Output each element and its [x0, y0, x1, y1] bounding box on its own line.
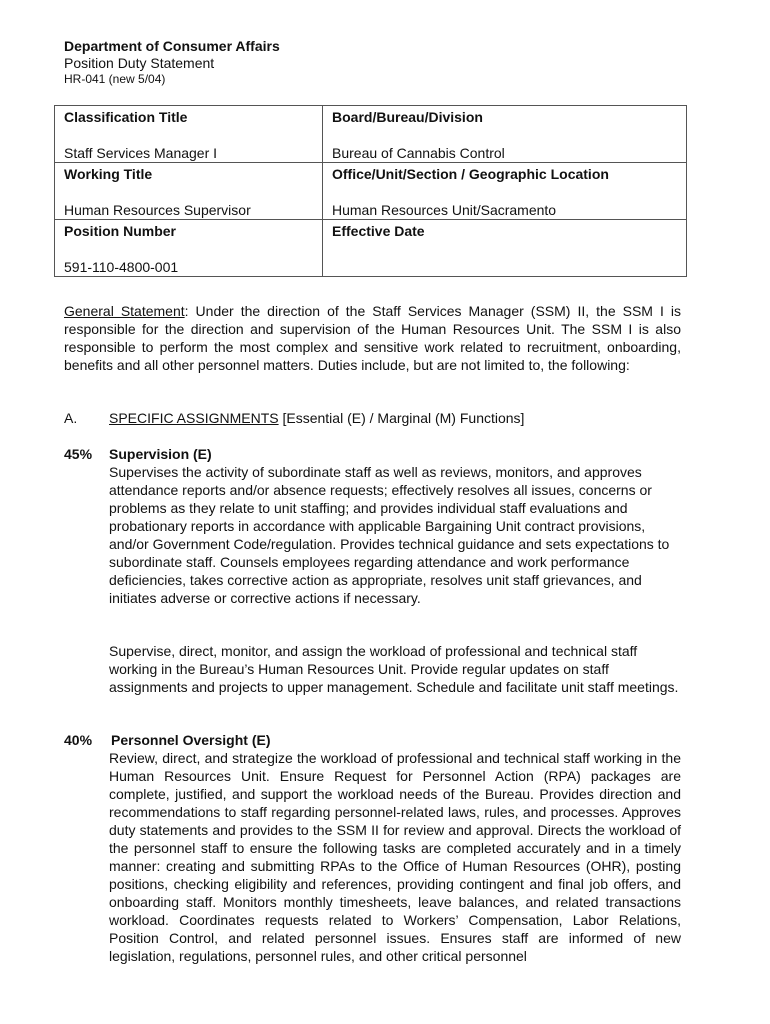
effective-date-cell — [323, 220, 687, 277]
office-label: Office/Unit/Section / Geographic Location — [332, 166, 609, 182]
section-title: SPECIFIC ASSIGNMENTS — [109, 410, 279, 426]
section-letter: A. — [64, 410, 78, 426]
position-number-cell — [55, 220, 323, 277]
section-heading — [109, 409, 524, 427]
board-value: Bureau of Cannabis Control — [332, 145, 505, 161]
effective-date-label: Effective Date — [332, 223, 425, 239]
document-title: Position Duty Statement — [64, 55, 215, 71]
department-name: Department of Consumer Affairs — [64, 38, 280, 54]
document-header — [64, 38, 280, 87]
board-cell — [323, 106, 687, 163]
classification-value: Staff Services Manager I — [64, 145, 218, 161]
duty-title: Personnel Oversight (E) — [111, 732, 271, 748]
duty-paragraph: Review, direct, and strategize the workload of professional and technical staff working in the Human Resources Unit. Ensure Request for Personnel Action (RPA) packages are complete, justified, and support the workload needs of the Bureau. Provides direction and recommendations to staff regarding personnel-related laws, rules, and processes. Approves duty statements and provides to the SSM II for review and approval. Directs the workload of the personnel staff to ensure the following tasks are completed accurately and in a timely manner: creating and submitting RPAs to the Office of Human Resources (OHR), posting positions, checking eligibility and references, providing contingent and final job offers, and onboarding staff. Monitors monthly timesheets, leave balances, and related transactions workload. Coordinates requests related to Workers’ Compensation, Labor Relations, Position Control, and related personnel issues. Ensures staff are informed of new legislation, regulations, personnel rules, and other critical personnel — [109, 750, 681, 964]
duty-title: Supervision (E) — [109, 446, 212, 462]
duty-percent: 45% — [64, 446, 93, 462]
classification-label: Classification Title — [64, 109, 188, 125]
general-statement-label: General Statement — [64, 303, 185, 319]
office-cell — [323, 163, 687, 220]
working-title-label: Working Title — [64, 166, 153, 182]
working-title-cell — [55, 163, 323, 220]
form-id: HR-041 (new 5/04) — [64, 72, 166, 86]
duty-paragraph: Supervise, direct, monitor, and assign the workload of professional and technical staff working in the Bureau’s Human Resources Unit. Provide regular updates on staff assignments and projects to upper management. Schedule and facilitate unit staff meetings. — [109, 643, 679, 695]
section-suffix: [Essential (E) / Marginal (M) Functions] — [278, 410, 525, 426]
position-info-table — [54, 105, 687, 277]
general-statement — [64, 302, 681, 374]
working-title-value: Human Resources Supervisor — [64, 202, 251, 218]
classification-cell — [55, 106, 323, 163]
duty-paragraph: Supervises the activity of subordinate staff as well as reviews, monitors, and approves attendance reports and/or absence requests; effectively resolves all issues, concerns or problems as they relate to unit staffing; and provides individual staff evaluations and probationary reports in accordance with applicable Bargaining Unit contract provisions, and/or Government Code/regulation. Provides technical guidance and sets expectations to subordinate staff. Counsels employees regarding attendance and work performance deficiencies, takes corrective action as appropriate, resolves unit staff grievances, and initiates adverse or corrective actions if necessary. — [109, 464, 670, 606]
position-number-value: 591-110-4800-001 — [64, 259, 179, 275]
position-number-label: Position Number — [64, 223, 177, 239]
general-statement-text: : Under the direction of the Staff Services Manager (SSM) II, the SSM I is responsible for the direction and supervision of the Human Resources Unit. The SSM I is also responsible to perform the most complex and sensitive work related to recruitment, onboarding, benefits and all other personnel matters. Duties include, but are not limited to, the following: — [64, 303, 681, 373]
office-value: Human Resources Unit/Sacramento — [332, 202, 557, 218]
duty-percent: 40% — [64, 732, 93, 748]
board-label: Board/Bureau/Division — [332, 109, 483, 125]
